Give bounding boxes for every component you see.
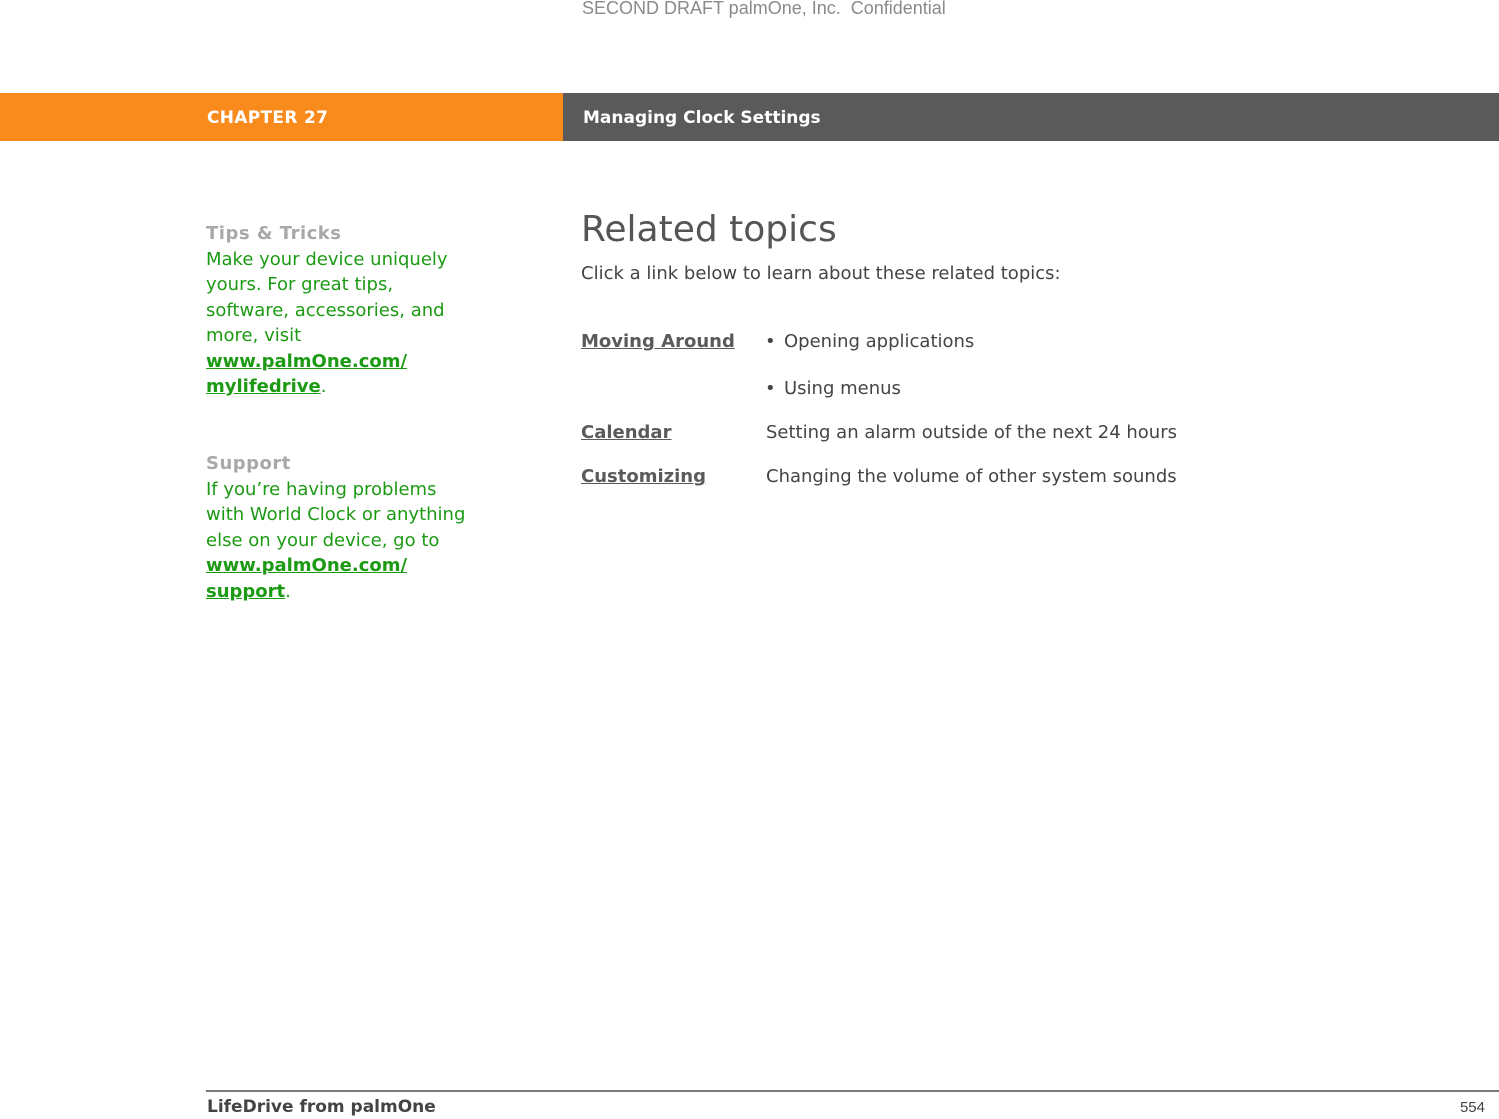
topic-description: Setting an alarm outside of the next 24 hours bbox=[766, 422, 1177, 443]
support-heading: Support bbox=[206, 453, 291, 474]
chapter-label: CHAPTER 27 bbox=[207, 108, 329, 128]
calendar-link[interactable]: Calendar bbox=[581, 422, 672, 443]
support-trailing: . bbox=[285, 580, 291, 602]
sidebar-tips bbox=[206, 221, 486, 400]
tips-text-line: software, accessories, and bbox=[206, 299, 445, 321]
tips-trailing: . bbox=[320, 376, 327, 397]
mylifedrive-link[interactable]: www.palmOne.com/ bbox=[206, 350, 408, 372]
mylifedrive-link[interactable]: mylifedrive bbox=[206, 376, 321, 397]
tips-link-line bbox=[206, 374, 486, 400]
bullet-marker: • bbox=[765, 331, 776, 352]
support-link[interactable]: www.palmOne.com/ bbox=[206, 555, 408, 576]
support-text-line: else on your device, go to bbox=[206, 529, 440, 551]
page-number: 554 bbox=[1459, 1099, 1485, 1116]
support-link-line bbox=[206, 579, 486, 605]
page-title: Related topics bbox=[581, 209, 837, 250]
support-link[interactable]: support bbox=[206, 580, 286, 602]
tips-heading: Tips & Tricks bbox=[206, 223, 342, 244]
support-link-line bbox=[206, 553, 486, 579]
topic-bullet-text: Using menus bbox=[784, 378, 901, 399]
topic-description: Changing the volume of other system sounds bbox=[766, 466, 1177, 487]
customizing-link[interactable]: Customizing bbox=[581, 466, 706, 487]
chapter-title: Managing Clock Settings bbox=[583, 108, 821, 128]
intro-text: Click a link below to learn about these related topics: bbox=[581, 263, 1061, 284]
sidebar-support bbox=[206, 451, 486, 604]
support-text-line: If you’re having problems bbox=[206, 478, 437, 500]
footer-divider bbox=[206, 1090, 1499, 1092]
moving-around-link[interactable]: Moving Around bbox=[581, 331, 735, 352]
support-text-line: with World Clock or anything bbox=[206, 504, 466, 525]
tips-text-line: yours. For great tips, bbox=[206, 274, 394, 295]
tips-text-line: more, visit bbox=[206, 325, 302, 346]
topic-bullet-text: Opening applications bbox=[784, 331, 975, 352]
footer-product-name: LifeDrive from palmOne bbox=[207, 1097, 436, 1117]
bullet-marker: • bbox=[765, 378, 776, 399]
tips-link-line bbox=[206, 349, 486, 375]
tips-text-line: Make your device uniquely bbox=[206, 248, 448, 270]
draft-watermark: SECOND DRAFT palmOne, Inc. Confidential bbox=[582, 0, 946, 18]
